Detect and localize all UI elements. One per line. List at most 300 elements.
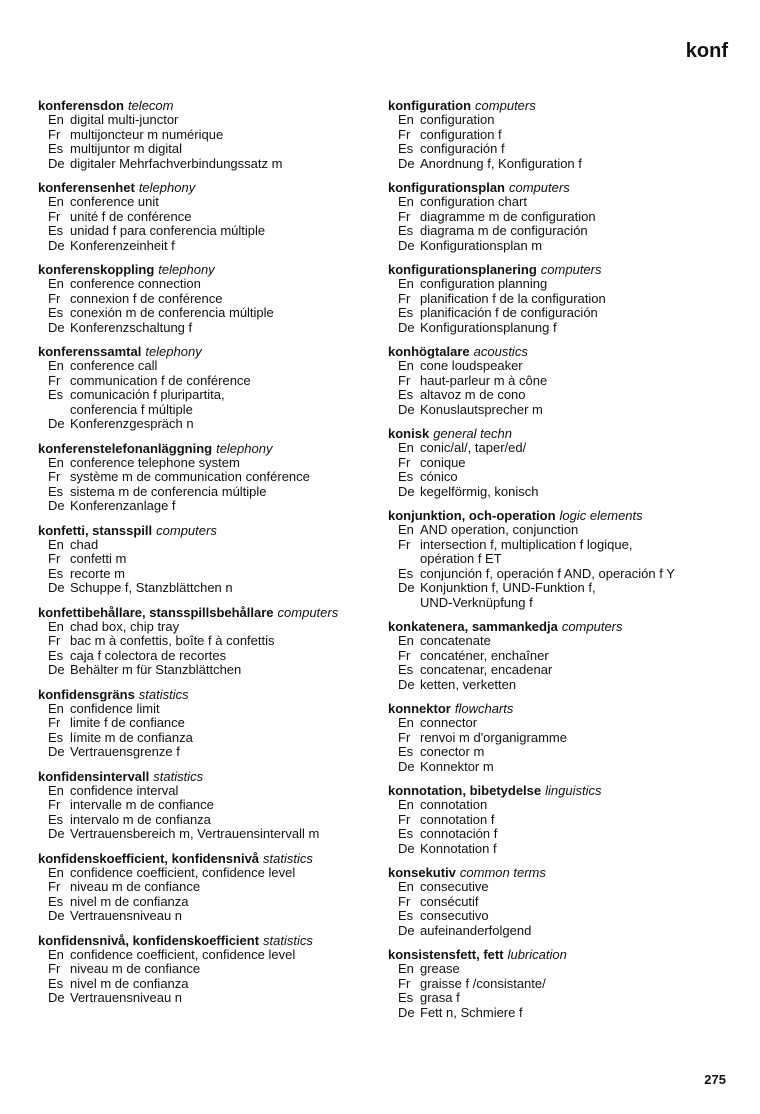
- translation-text: chad box, chip tray: [70, 618, 180, 634]
- translation-text: caja f colectora de recortes: [70, 647, 227, 663]
- language-code: De: [398, 1004, 415, 1020]
- translation-line: [38, 417, 378, 432]
- language-code: Es: [398, 826, 414, 841]
- language-code: De: [48, 155, 65, 171]
- translation-line: [388, 991, 738, 1006]
- translation-text: confidence coefficient, confidence level: [70, 864, 296, 880]
- language-code: Fr: [398, 811, 411, 827]
- headword: konsistensfett, fett: [388, 947, 504, 962]
- translation-line: [388, 745, 738, 760]
- translation-line: [388, 924, 738, 939]
- translation-text: unité f de conférence: [70, 208, 192, 224]
- translation-text: Konferenzanlage f: [70, 498, 176, 513]
- translation-line: [388, 977, 738, 992]
- dictionary-entry: [38, 523, 378, 596]
- translation-text: consecutivo: [420, 908, 489, 923]
- language-code: Es: [398, 908, 414, 923]
- translation-line: [388, 374, 738, 389]
- translation-text: diagramme m de configuration: [420, 208, 596, 224]
- translation-text: conference unit: [70, 194, 159, 209]
- entry-heading: [388, 508, 738, 523]
- entry-heading: [38, 98, 378, 113]
- subject-domain: computers: [540, 262, 602, 277]
- subject-domain: statistics: [263, 850, 313, 866]
- entry-heading: [38, 933, 378, 948]
- translation-line: [38, 306, 378, 321]
- translation-text: grasa f: [420, 990, 460, 1005]
- translation-text: configuration planning: [420, 276, 548, 291]
- language-code: Fr: [398, 372, 411, 388]
- translation-continuation: opération f ET: [420, 551, 502, 566]
- translation-text: configuración f: [420, 141, 505, 156]
- translation-text: connotation: [420, 797, 488, 812]
- translation-text: digitaler Mehrfachverbindungssatz m: [70, 155, 283, 171]
- translation-line: [388, 760, 738, 775]
- translation-line: [388, 113, 738, 128]
- translation-line: [38, 239, 378, 254]
- entry-heading: [388, 783, 738, 798]
- subject-domain: lubrication: [507, 947, 567, 962]
- translation-line: [388, 142, 738, 157]
- language-code: De: [48, 826, 65, 841]
- subject-domain: telecom: [127, 98, 174, 113]
- headword: konhögtalare: [388, 344, 470, 359]
- translation-text: Konnektor m: [420, 758, 494, 774]
- language-code: Es: [398, 141, 414, 156]
- headword: konfigurationsplanering: [388, 262, 537, 277]
- translation-line: [388, 195, 738, 210]
- subject-domain: common terms: [459, 865, 546, 880]
- translation-line: [388, 403, 738, 418]
- translation-line: [388, 827, 738, 842]
- translation-line: [388, 538, 738, 553]
- headword: konferenstelefonanläggning: [38, 440, 213, 456]
- language-code: De: [398, 840, 415, 856]
- translation-line: [38, 499, 378, 514]
- entry-heading: [38, 441, 378, 456]
- translation-line: [388, 441, 738, 456]
- subject-domain: statistics: [153, 768, 204, 784]
- translation-text: connexion f de conférence: [70, 290, 223, 306]
- language-code: Es: [398, 387, 414, 402]
- language-code: Fr: [398, 536, 411, 552]
- dictionary-entry: [388, 180, 738, 253]
- translation-line: [38, 731, 378, 746]
- subject-domain: flowcharts: [454, 701, 514, 716]
- language-code: En: [48, 700, 64, 716]
- language-code: De: [48, 319, 65, 335]
- translation-line: [38, 538, 378, 553]
- subject-domain: computers: [561, 619, 623, 634]
- subject-domain: linguistics: [545, 783, 602, 798]
- entry-heading: [388, 180, 738, 195]
- translation-text: concatenate: [420, 633, 491, 648]
- translation-line: [388, 523, 738, 538]
- language-code: En: [48, 618, 64, 634]
- language-code: Es: [398, 565, 414, 581]
- translation-line: [38, 470, 378, 485]
- language-code: Fr: [398, 729, 411, 745]
- translation-text: connotation f: [420, 811, 495, 827]
- translation-line: [388, 581, 738, 596]
- language-code: Fr: [48, 290, 61, 306]
- language-code: De: [398, 580, 415, 595]
- subject-domain: computers: [156, 522, 217, 538]
- translation-text: aufeinanderfolgend: [420, 922, 532, 938]
- translation-line: [388, 798, 738, 813]
- translation-line: [38, 277, 378, 292]
- translation-line: [38, 798, 378, 813]
- entry-heading: [38, 769, 378, 784]
- language-code: Es: [48, 811, 64, 827]
- translation-text: intersection f, multiplication f logique,: [420, 536, 633, 552]
- translation-text: intervalle m de confiance: [70, 797, 214, 812]
- language-code: Fr: [48, 633, 61, 648]
- dictionary-entry: [38, 180, 378, 253]
- translation-line: [388, 306, 738, 321]
- language-code: En: [48, 864, 64, 880]
- subject-domain: computers: [277, 604, 339, 620]
- translation-line: [388, 634, 738, 649]
- translation-line: [388, 842, 738, 857]
- translation-text: niveau m de confiance: [70, 879, 201, 894]
- language-code: De: [48, 908, 65, 923]
- translation-line: [38, 224, 378, 239]
- translation-line: [388, 239, 738, 254]
- translation-text: concatenar, encadenar: [420, 662, 553, 677]
- translation-text: límite m de confianza: [70, 729, 193, 745]
- translation-text: grease: [420, 961, 460, 976]
- language-code: Fr: [398, 893, 411, 909]
- subject-domain: statistics: [263, 932, 313, 948]
- language-code: Es: [48, 141, 64, 156]
- translation-text: AND operation, conjunction: [420, 522, 579, 537]
- language-code: Fr: [398, 208, 411, 224]
- translation-text: recorte m: [70, 565, 125, 581]
- translation-line: [388, 880, 738, 895]
- language-code: En: [48, 454, 64, 470]
- entry-heading: [38, 344, 378, 359]
- translation-text: altavoz m de cono: [420, 387, 526, 402]
- guide-word: konf: [685, 40, 728, 62]
- translation-text: limite f de confiance: [70, 715, 185, 730]
- translation-line: [388, 388, 738, 403]
- language-code: En: [398, 194, 414, 209]
- translation-text: comunicación f pluripartita,: [70, 387, 225, 402]
- translation-line: [388, 909, 738, 924]
- dictionary-entry: [388, 865, 738, 938]
- language-code: Fr: [48, 208, 61, 224]
- translation-text: cone loudspeaker: [420, 358, 523, 373]
- translation-line: [38, 374, 378, 389]
- language-code: En: [48, 194, 64, 209]
- language-code: En: [398, 633, 414, 648]
- subject-domain: telephony: [138, 180, 196, 195]
- translation-text: configuration: [420, 112, 495, 127]
- translation-continuation: UND-Verknüpfung f: [420, 594, 533, 610]
- entry-heading: [38, 605, 378, 620]
- entry-heading: [38, 687, 378, 702]
- subject-domain: acoustics: [473, 344, 528, 359]
- translation-text: confidence limit: [70, 700, 160, 716]
- translation-line: [388, 210, 738, 225]
- translation-line: [388, 292, 738, 307]
- language-code: Fr: [398, 290, 411, 306]
- translation-line: [388, 277, 738, 292]
- translation-line: [38, 388, 378, 403]
- translation-line: [38, 142, 378, 157]
- language-code: En: [48, 358, 64, 373]
- translation-line: [388, 456, 738, 471]
- translation-text: Anordnung f, Konfiguration f: [420, 155, 582, 171]
- headword: konfidensgräns: [38, 686, 135, 702]
- translation-line: [388, 1006, 738, 1021]
- subject-domain: statistics: [138, 686, 189, 702]
- translation-text: Behälter m für Stanzblättchen: [70, 662, 242, 677]
- translation-line: [38, 649, 378, 664]
- language-code: Fr: [48, 126, 61, 142]
- translation-text: Vertrauensbereich m, Vertrauensintervall m: [70, 826, 320, 841]
- language-code: Fr: [48, 797, 61, 812]
- headword: konnotation, bibetydelse: [388, 783, 542, 798]
- translation-line: [388, 813, 738, 828]
- translation-text: Konjunktion f, UND-Funktion f,: [420, 580, 596, 595]
- language-code: Es: [48, 483, 64, 499]
- dictionary-entry: [38, 605, 378, 678]
- headword: konsekutiv: [388, 865, 456, 880]
- dictionary-entry: [38, 769, 378, 842]
- translation-text: Vertrauensgrenze f: [70, 744, 180, 759]
- dictionary-entry: [38, 98, 378, 171]
- translation-text: confidence coefficient, confidence level: [70, 946, 296, 962]
- translation-text: Konferenzgespräch n: [70, 416, 194, 431]
- translation-line: [388, 359, 738, 374]
- language-code: En: [398, 715, 414, 730]
- translation-text: bac m à confettis, boîte f à confettis: [70, 633, 275, 648]
- translation-text: Konfigurationsplan m: [420, 237, 543, 253]
- language-code: De: [398, 155, 415, 171]
- translation-text: Konuslautsprecher m: [420, 401, 543, 417]
- translation-line: [38, 784, 378, 799]
- translation-text: planificación f de configuración: [420, 305, 598, 320]
- language-code: Fr: [48, 469, 61, 484]
- language-code: Es: [48, 387, 64, 402]
- language-code: En: [48, 536, 64, 552]
- language-code: En: [398, 276, 414, 291]
- entry-heading: [38, 523, 378, 538]
- language-code: En: [398, 797, 414, 812]
- language-code: Fr: [398, 975, 411, 991]
- translation-text: graisse f /consistante/: [420, 975, 546, 991]
- headword: konferenssamtal: [38, 344, 142, 359]
- headword: konfidenskoefficient, konfidensnivå: [38, 850, 260, 866]
- language-code: En: [398, 961, 414, 976]
- language-code: Es: [398, 662, 414, 677]
- translation-line: [38, 702, 378, 717]
- language-code: De: [48, 662, 65, 677]
- translation-line: [38, 634, 378, 649]
- translation-continuation: conferencia f múltiple: [70, 401, 193, 417]
- translation-line: [38, 128, 378, 143]
- language-code: Es: [398, 469, 414, 484]
- language-code: Fr: [398, 126, 411, 142]
- dictionary-entry: [38, 687, 378, 760]
- translation-text: Schuppe f, Stanzblättchen n: [70, 580, 233, 595]
- translation-text: conector m: [420, 744, 485, 759]
- subject-domain: telephony: [158, 262, 215, 277]
- subject-domain: computers: [509, 180, 570, 195]
- translation-text: digital multi-junctor: [70, 112, 179, 127]
- language-code: De: [398, 401, 415, 417]
- translation-text: renvoi m d'organigramme: [420, 729, 567, 745]
- translation-text: Konfigurationsplanung f: [420, 319, 557, 335]
- translation-text: conjunción f, operación f AND, operación f Y: [420, 565, 675, 581]
- translation-text: connotación f: [420, 826, 498, 841]
- entry-heading: [388, 262, 738, 277]
- dictionary-entry: [388, 619, 738, 692]
- translation-line: [388, 470, 738, 485]
- language-code: De: [398, 319, 415, 335]
- language-code: Fr: [48, 551, 61, 566]
- translation-text: conexión m de conferencia múltiple: [70, 305, 274, 320]
- entry-heading: [388, 619, 738, 634]
- language-code: Es: [398, 744, 414, 759]
- headword: konfettibehållare, stansspillsbehållare: [38, 604, 274, 620]
- language-code: En: [48, 782, 64, 798]
- translation-text: Konnotation f: [420, 840, 497, 856]
- translation-line: [388, 321, 738, 336]
- entry-heading: [388, 426, 738, 441]
- language-code: Es: [48, 975, 64, 991]
- translation-text: nivel m de confianza: [70, 975, 189, 991]
- translation-line: [38, 620, 378, 635]
- translation-line: [38, 813, 378, 828]
- translation-text: conference connection: [70, 276, 201, 291]
- translation-text: confetti m: [70, 551, 127, 566]
- translation-text: configuration chart: [420, 194, 527, 209]
- dictionary-entry: [388, 262, 738, 335]
- translation-text: sistema m de conferencia múltiple: [70, 483, 267, 499]
- translation-line: [38, 745, 378, 760]
- translation-line: [38, 485, 378, 500]
- language-code: De: [398, 676, 415, 692]
- translation-line: [388, 895, 738, 910]
- subject-domain: general techn: [433, 426, 512, 441]
- translation-line: [388, 678, 738, 693]
- translation-line: [38, 210, 378, 225]
- translation-text: conic/al/, taper/ed/: [420, 440, 527, 455]
- dictionary-entry: [38, 344, 378, 432]
- language-code: Fr: [48, 961, 61, 976]
- translation-line: [388, 485, 738, 500]
- language-code: De: [398, 758, 415, 774]
- language-code: De: [48, 580, 65, 595]
- translation-line: [388, 962, 738, 977]
- translation-line: [38, 948, 378, 963]
- dictionary-entry: [38, 441, 378, 514]
- translation-line: [388, 731, 738, 746]
- language-code: De: [48, 416, 65, 431]
- language-code: Es: [398, 990, 414, 1005]
- language-code: Es: [48, 893, 64, 909]
- translation-text: nivel m de confianza: [70, 893, 189, 909]
- translation-line: [388, 649, 738, 664]
- translation-text: Konferenzeinheit f: [70, 237, 175, 253]
- language-code: Es: [48, 305, 64, 320]
- headword: konnektor: [388, 701, 451, 716]
- dictionary-entry: [388, 947, 738, 1020]
- language-code: De: [48, 990, 65, 1005]
- headword: konferenskoppling: [38, 262, 155, 277]
- language-code: Fr: [48, 879, 61, 894]
- translation-text: diagrama m de configuración: [420, 223, 588, 238]
- dictionary-entry: [38, 933, 378, 1006]
- language-code: Es: [398, 223, 414, 238]
- translation-line: [388, 567, 738, 582]
- translation-line: [38, 895, 378, 910]
- subject-domain: telephony: [216, 440, 273, 456]
- language-code: En: [48, 112, 64, 127]
- language-code: Es: [48, 223, 64, 238]
- translation-line: [38, 552, 378, 567]
- dictionary-entry: [388, 98, 738, 171]
- translation-text: intervalo m de confianza: [70, 811, 211, 827]
- headword: konjunktion, och-operation: [388, 508, 556, 523]
- translation-line: [38, 581, 378, 596]
- language-code: Fr: [48, 372, 61, 388]
- right-column: [388, 98, 738, 1029]
- translation-text: cónico: [420, 469, 458, 484]
- translation-line: [38, 991, 378, 1006]
- translation-line: [38, 827, 378, 842]
- translation-text: système m de communication conférence: [70, 469, 310, 484]
- dictionary-entry: [388, 344, 738, 417]
- translation-text: conique: [420, 454, 466, 470]
- translation-text: niveau m de confiance: [70, 961, 201, 976]
- translation-line: [38, 880, 378, 895]
- translation-text: multijoncteur m numérique: [70, 126, 224, 142]
- translation-text: chad: [70, 536, 99, 552]
- translation-text: ketten, verketten: [420, 676, 517, 692]
- translation-line: [38, 977, 378, 992]
- entry-heading: [388, 98, 738, 113]
- translation-line: [38, 456, 378, 471]
- entry-heading: [38, 180, 378, 195]
- translation-line: [38, 359, 378, 374]
- translation-line: [38, 909, 378, 924]
- language-code: En: [398, 358, 414, 373]
- translation-line: [38, 321, 378, 336]
- translation-line: [388, 224, 738, 239]
- translation-text: Konferenzschaltung f: [70, 319, 193, 335]
- translation-line: [38, 962, 378, 977]
- language-code: En: [48, 946, 64, 962]
- language-code: En: [398, 440, 414, 455]
- headword: konfigurationsplan: [388, 180, 505, 195]
- translation-text: multijuntor m digital: [70, 141, 182, 156]
- headword: konferensenhet: [38, 180, 135, 195]
- language-code: De: [398, 922, 415, 938]
- page-number: 275: [704, 1072, 726, 1087]
- translation-text: planification f de la configuration: [420, 290, 606, 306]
- language-code: Es: [48, 647, 64, 663]
- headword: konisk: [388, 426, 430, 441]
- headword: konfiguration: [388, 98, 472, 113]
- translation-text: haut-parleur m à cône: [420, 372, 548, 388]
- dictionary-entry: [38, 851, 378, 924]
- translation-text: Vertrauensniveau n: [70, 908, 183, 923]
- entry-heading: [38, 262, 378, 277]
